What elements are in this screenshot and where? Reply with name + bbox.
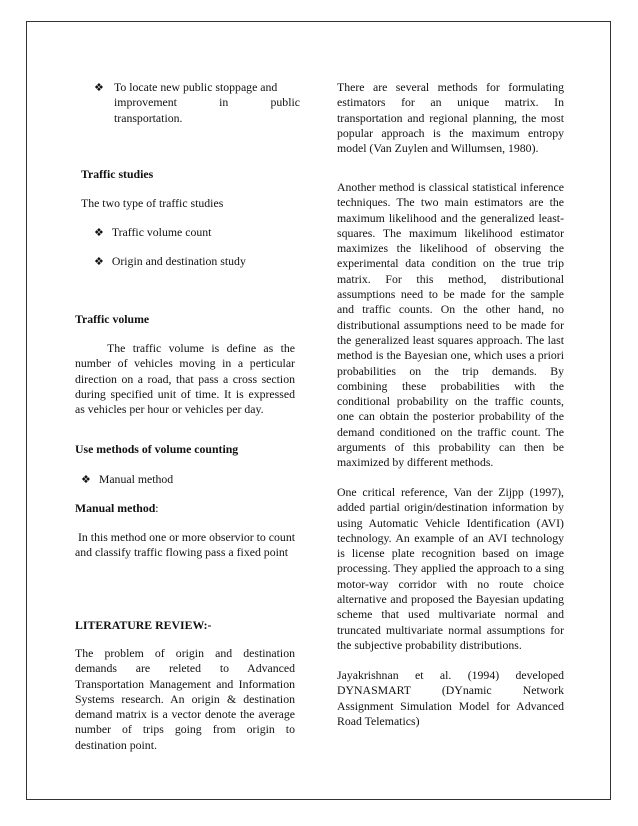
list-item <box>94 254 246 269</box>
bullet-text-line <box>114 95 300 110</box>
statistical-inference-paragraph: Another method is classical statistical inference techniques. The two main estimators are the maximum likelihood and the generalized least-squares. The maximum likelihood estimator maximizes the likelihood of observing the experimental data condition on the true trip matrix. For this method, distributional assumptions need to be made for the sample and traffic counts. On the other hand, no distributional assumptions need to be made for the generalized least squares approach. The last method is the Bayesian one, which uses a priori probabilities on the trip demands. By combining these probabilities with the conditional probability on the traffic counts, one can obtain the posterior probability of the demand conditioned on the traffic count. The arguments of this probability can then be maximized by different methods. <box>337 180 564 470</box>
diamond-bullet-icon: ❖ <box>81 473 91 486</box>
van-der-zijpp-paragraph: One critical reference, Van der Zijpp (1997), added partial origin/destination information by using Automatic Vehicle Identification (AVI) technology. An example of an AVI technology is license plate recognition based on image processing. They applied the approach to a sing motor-way corridor with no route choice alternative and proposed the Bayesian updating scheme that used multivariate normal and truncated multivariate normal assumptions for the subjective probability distributions. <box>337 485 564 652</box>
diamond-bullet-icon: ❖ <box>94 226 104 239</box>
traffic-studies-heading: Traffic studies <box>81 167 154 181</box>
manual-method-paragraph: In this method one or more observior to count and classify traffic flowing pass a fixed point <box>75 530 295 560</box>
bullet-text: To locate new public stoppage and <box>114 80 278 94</box>
use-methods-heading: Use methods of volume counting <box>75 442 239 456</box>
list-item <box>94 225 211 240</box>
methods-paragraph: There are several methods for formulating estimators for an unique matrix. In transportation and regional planning, the most popular approach is the maximum entropy model (Van Zuylen and Willumsen, 1980). <box>337 80 564 156</box>
list-item <box>81 472 173 487</box>
literature-review-heading: LITERATURE REVIEW:- <box>75 618 212 632</box>
traffic-studies-intro: The two type of traffic studies <box>81 196 224 210</box>
manual-method-heading <box>75 501 159 516</box>
word: in <box>219 95 229 110</box>
list-item-label: Origin and destination study <box>111 254 246 268</box>
list-item-label: Traffic volume count <box>111 225 212 239</box>
traffic-volume-heading: Traffic volume <box>75 312 150 326</box>
bullet-text: transportation. <box>114 110 183 125</box>
list-item-label: Manual method <box>98 472 174 486</box>
word: public <box>270 95 300 110</box>
diamond-bullet-icon: ❖ <box>94 255 104 268</box>
word: improvement <box>114 95 177 110</box>
literature-review-paragraph: The problem of origin and destination demands are releted to Advanced Transportation Management and Information Systems research. An origin & destination demand matrix is a vector denote the average number of trips going from origin to destination point. <box>75 646 295 752</box>
bullet-list-item <box>94 80 300 126</box>
manual-method-heading-text: Manual method <box>75 501 156 515</box>
traffic-volume-paragraph: The traffic volume is define as the number of vehicles moving in a perticular direction on a road, that pass a cross section during specified unit of time. It is expressed as vehicles per hour or vehicles per day. <box>75 341 295 417</box>
heading-colon: : <box>155 501 159 515</box>
jayakrishnan-paragraph: Jayakrishnan et al. (1994) developed DYNASMART (DYnamic Network Assignment Simulation Model for Advanced Road Telematics) <box>337 668 564 728</box>
diamond-bullet-icon: ❖ <box>94 81 104 94</box>
